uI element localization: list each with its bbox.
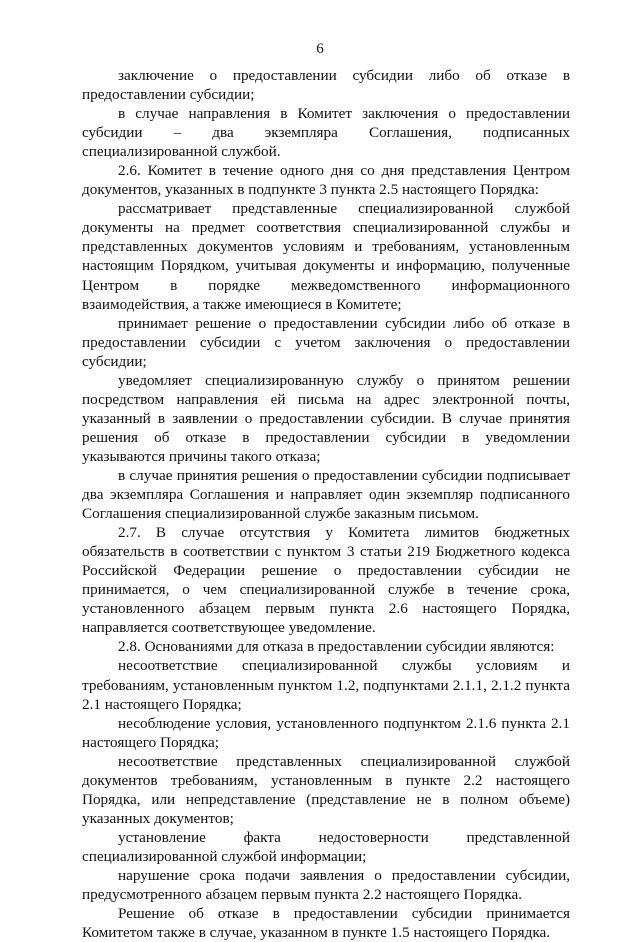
paragraph: несоответствие представленных специализированной службой документов требованиям, установленным в пункте 2.2 настоящего Порядка, или непредставление (представление не в полном объеме) указанных документов; bbox=[82, 752, 570, 827]
paragraph: в случае принятия решения о предоставлении субсидии подписывает два экземпляра Соглашения и направляет один экземпляр подписанного Соглашения специализированной службе заказным письмом. bbox=[82, 466, 570, 523]
paragraph: принимает решение о предоставлении субсидии либо об отказе в предоставлении субсидии с учетом заключения о предоставлении субсидии; bbox=[82, 314, 570, 370]
paragraph: Решение об отказе в предоставлении субсидии принимается Комитетом также в случае, указанном в пункте 1.5 настоящего Порядка. bbox=[82, 905, 570, 942]
paragraph: заключение о предоставлении субсидии либо об отказе в предоставлении субсидии; bbox=[82, 67, 570, 104]
document-body bbox=[82, 66, 570, 942]
paragraph: нарушение срока подачи заявления о предоставлении субсидии, предусмотренного абзацем первым пункта 2.2 настоящего Порядка. bbox=[82, 866, 570, 904]
paragraph: в случае направления в Комитет заключения о предоставлении субсидии – два экземпляра Соглашения, подписанных специализированной службой. bbox=[82, 105, 570, 161]
paragraph: несоответствие специализированной службы условиям и требованиям, установленным пунктом 1.2, подпунктами 2.1.1, 2.1.2 пункта 2.1 настоящего Порядка; bbox=[82, 657, 570, 713]
paragraph: уведомляет специализированную службу о принятом решении посредством направления ей письма на адрес электронной почты, указанный в заявлении о предоставлении субсидии. В случае принятия решения об отказе в предоставлении субсидии в уведомлении указываются причины такого отказа; bbox=[82, 371, 570, 465]
paragraph: установление факта недостоверности представленной специализированной службой информации; bbox=[82, 828, 570, 865]
page-number: 6 bbox=[316, 41, 324, 57]
paragraph: 2.8. Основаниями для отказа в предоставлении субсидии являются: bbox=[118, 638, 555, 656]
paragraph: несоблюдение условия, установленного подпунктом 2.1.6 пункта 2.1 настоящего Порядка; bbox=[82, 714, 570, 751]
paragraph: 2.6. Комитет в течение одного дня со дня представления Центром документов, указанных в подпункте 3 пункта 2.5 настоящего Порядка: bbox=[82, 162, 570, 199]
paragraph: 2.7. В случае отсутствия у Комитета лимитов бюджетных обязательств в соответствии с пунктом 3 статьи 219 Бюджетного кодекса Российской Федерации решение о предоставлении субсидии не принимается, о чем специализированной службе в течение срока, установленного абзацем первым пункта 2.6 настоящего Порядка, направляется соответствующее уведомление. bbox=[82, 524, 570, 637]
paragraph: рассматривает представленные специализированной службой документы на предмет соответствия специализированной службы и представленных документов условиям и требованиям, установленным настоящим Порядком, учитывая документы и информацию, полученные Центром в порядке межведомственного информационного взаимодействия, а также имеющиеся в Комитете; bbox=[82, 200, 570, 313]
